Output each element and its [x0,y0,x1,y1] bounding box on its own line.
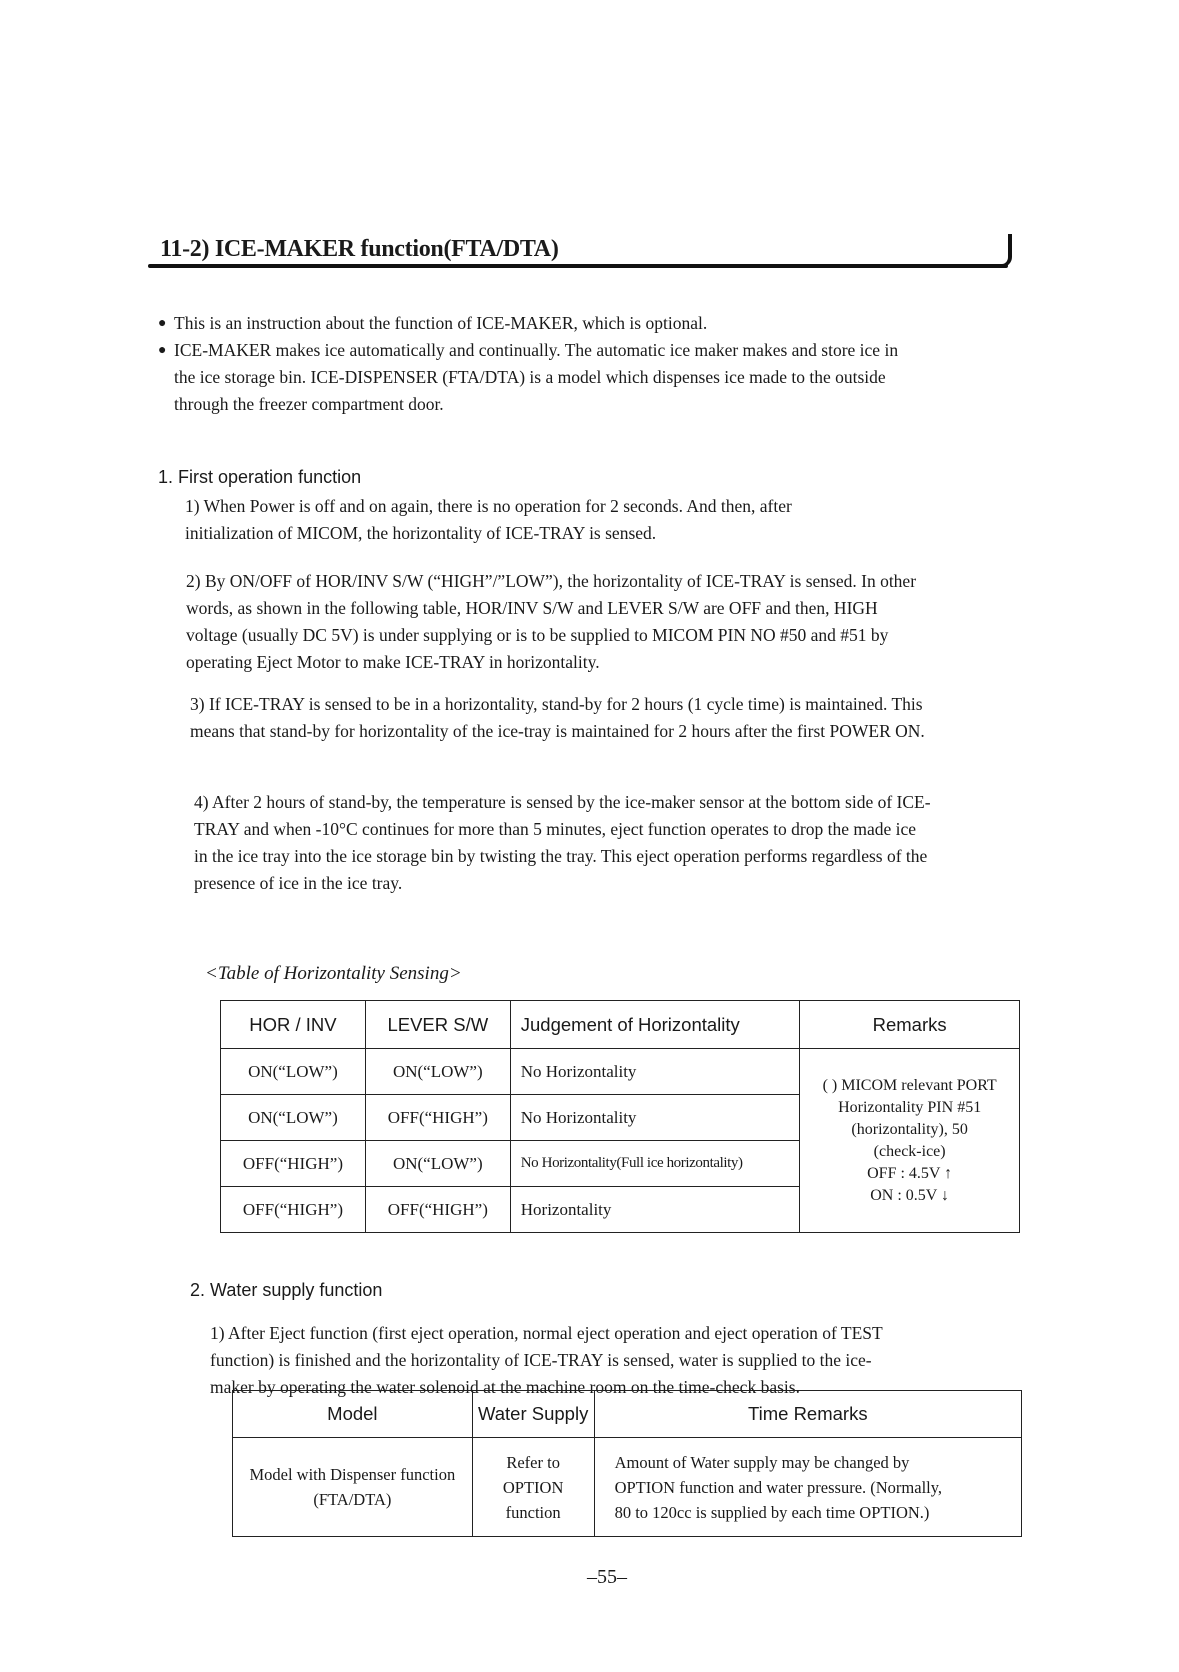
time-remarks-line: Amount of Water supply may be changed by [614,1452,910,1472]
cell-water-supply [472,1438,594,1537]
cell-lever-sw: OFF(“HIGH”) [365,1095,510,1141]
table1-caption: <Table of Horizontality Sensing> [205,963,462,984]
table-header-row [221,1001,1020,1049]
remarks-line: (horizontality), 50 [851,1120,968,1138]
section1-heading: 1. First operation function [158,467,362,487]
cell-lever-sw: ON(“LOW”) [365,1141,510,1187]
model-line: (FTA/DTA) [313,1490,392,1509]
cell-remarks [800,1049,1020,1233]
remarks-line: ( ) MICOM relevant PORT [822,1076,997,1094]
intro-bullet-1 [158,310,918,337]
table-row [221,1049,1020,1095]
cell-judgement: No Horizontality [510,1049,800,1095]
remarks-line: (check-ice) [873,1142,946,1160]
table-row [233,1438,1022,1537]
bullet-icon: ● [158,343,167,358]
page-title: 11-2) ICE-MAKER function(FTA/DTA) [160,236,559,262]
horizontality-table [220,1000,1020,1233]
supply-line: OPTION [502,1477,564,1497]
intro-bullet-2 [158,337,918,418]
header-hor-inv: HOR / INV [221,1001,366,1049]
header-time-remarks: Time Remarks [594,1391,1021,1438]
cell-judgement: Horizontality [510,1187,800,1233]
cell-lever-sw: OFF(“HIGH”) [365,1187,510,1233]
header-judgement: Judgement of Horizontality [510,1001,800,1049]
supply-line: function [505,1502,561,1522]
section2-heading: 2. Water supply function [190,1280,383,1300]
page-number: –55– [587,1566,627,1588]
section1-item-4: 4) After 2 hours of stand-by, the temperature is sensed by the ice-maker sensor at the bottom side of ICE-TRAY and when -10°C continues for more than 5 minutes, eject function operates to drop the made ice in the ice tray into the ice storage bin by twisting the tray. This eject operation performs regardless of the presence of ice in the ice tray. [194,792,931,893]
supply-line: Refer to [506,1452,560,1472]
cell-hor-inv: OFF(“HIGH”) [221,1187,366,1233]
section1-item-3: 3) If ICE-TRAY is sensed to be in a horizontality, stand-by for 2 hours (1 cycle time) is maintained. This means that stand-by for horizontality of the ice-tray is maintained for 2 hours after the first POWER ON. [190,694,925,741]
remarks-line: OFF : 4.5V ↑ [867,1164,953,1182]
header-remarks: Remarks [800,1001,1020,1049]
title-underline [148,264,1008,268]
cell-hor-inv: OFF(“HIGH”) [221,1141,366,1187]
header-model: Model [233,1391,473,1438]
intro-text-1: This is an instruction about the function of ICE-MAKER, which is optional. [174,313,708,333]
intro-text-2: ICE-MAKER makes ice automatically and continually. The automatic ice maker makes and store ice in the ice storage bin. ICE-DISPENSER (FTA/DTA) is a model which dispenses ice made to the outside through the freezer compartment door. [174,340,899,414]
cell-lever-sw: ON(“LOW”) [365,1049,510,1095]
model-line: Model with Dispenser function [249,1465,456,1484]
time-remarks-line: OPTION function and water pressure. (Normally, [614,1477,943,1497]
section1-item-1: 1) When Power is off and on again, there is no operation for 2 seconds. And then, after initialization of MICOM, the horizontality of ICE-TRAY is sensed. [185,496,792,543]
remarks-line: Horizontality PIN #51 [838,1098,982,1116]
bullet-icon: ● [158,316,167,331]
remarks-line: ON : 0.5V ↓ [870,1186,950,1204]
cell-hor-inv: ON(“LOW”) [221,1095,366,1141]
cell-model [233,1438,473,1537]
cell-judgement: No Horizontality [510,1095,800,1141]
section1-item-2: 2) By ON/OFF of HOR/INV S/W (“HIGH”/”LOW”), the horizontality of ICE-TRAY is sensed. In other words, as shown in the following table, HOR/INV S/W and LEVER S/W are OFF and then, HIGH voltage (usually DC 5V) is under supplying or is to be supplied to MICOM PIN NO #50 and #51 by operating Eject Motor to make ICE-TRAY in horizontality. [186,571,917,672]
cell-time-remarks [594,1438,1021,1537]
time-remarks-line: 80 to 120cc is supplied by each time OPTION.) [614,1502,930,1522]
header-lever-sw: LEVER S/W [365,1001,510,1049]
title-underline-hook [998,234,1012,267]
table-header-row [233,1391,1022,1438]
cell-judgement: No Horizontality(Full ice horizontality) [510,1141,800,1187]
section2-item-1: 1) After Eject function (first eject operation, normal eject operation and eject operation of TEST function) is finished and the horizontality of ICE-TRAY is sensed, water is supplied to the ice-maker by operating the water solenoid at the machine room on the time-check basis. [210,1323,883,1397]
header-water-supply: Water Supply [472,1391,594,1438]
water-supply-table [232,1390,1022,1537]
cell-hor-inv: ON(“LOW”) [221,1049,366,1095]
